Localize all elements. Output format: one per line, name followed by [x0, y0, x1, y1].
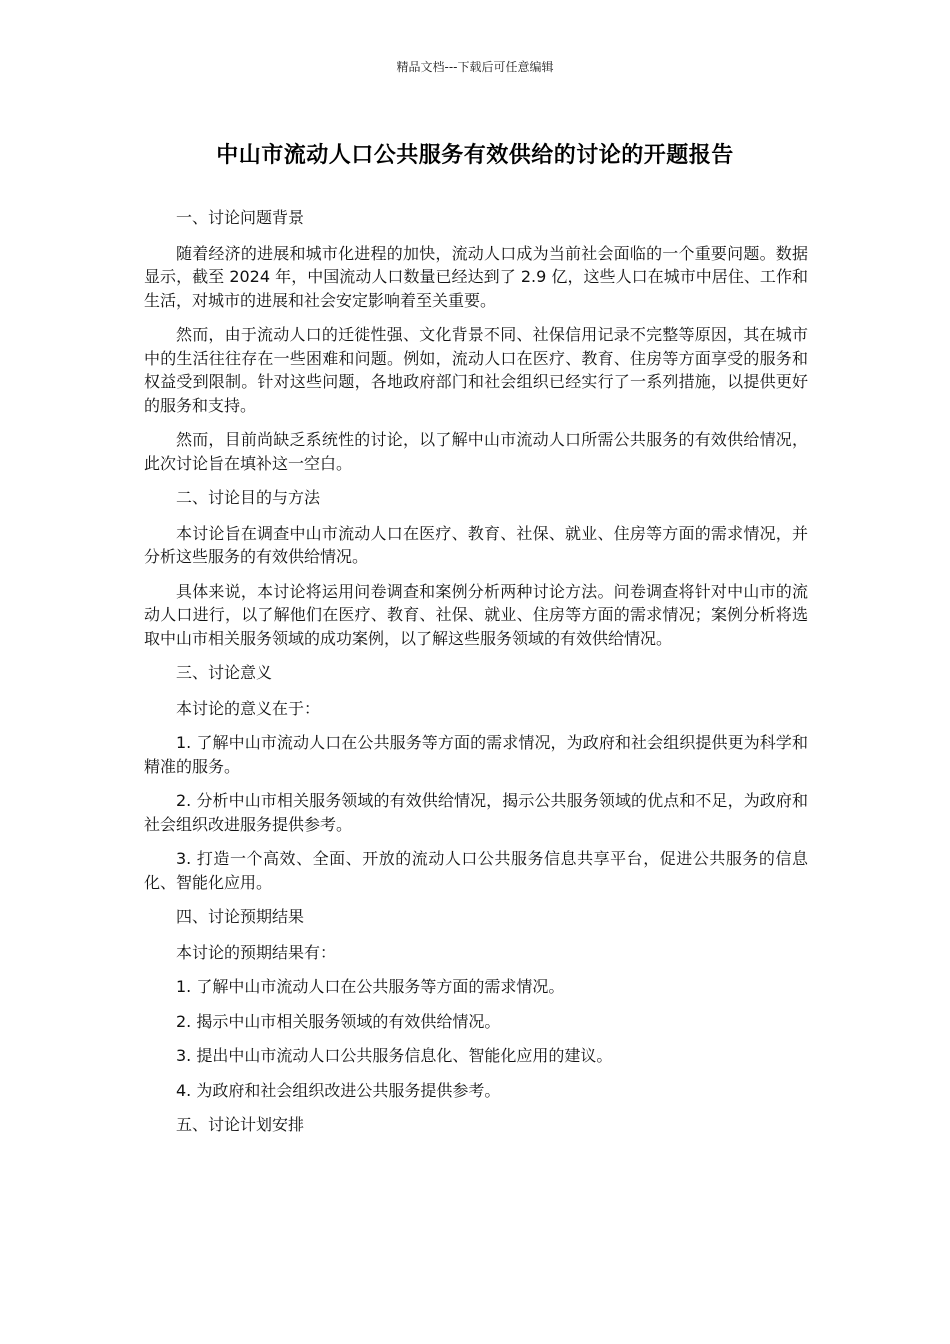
section-heading-significance: 三、讨论意义	[176, 663, 273, 682]
document-body	[144, 206, 808, 1149]
list-item-expected-2: 2. 揭示中山市相关服务领域的有效供给情况。	[176, 1011, 501, 1031]
section-heading-purpose: 二、讨论目的与方法	[176, 488, 321, 507]
paragraph-purpose-2: 具体来说，本讨论将运用问卷调查和案例分析两种讨论方法。问卷调查将针对中山市的流动人口进行，以了解他们在医疗、教育、社保、就业、住房等方面的需求情况；案例分析将选取中山市相关服务领域的成功案例，以了解这些服务领域的有效供给情况。	[144, 581, 808, 648]
list-item-significance-3: 3. 打造一个高效、全面、开放的流动人口公共服务信息共享平台，促进公共服务的信息化、智能化应用。	[144, 849, 808, 892]
paragraph-background-2: 然而，由于流动人口的迁徙性强、文化背景不同、社保信用记录不完整等原因，其在城市中的生活往往存在一些困难和问题。例如，流动人口在医疗、教育、住房等方面享受的服务和权益受到限制。针对这些问题，各地政府部门和社会组织已经实行了一系列措施，以提供更好的服务和支持。	[144, 325, 808, 415]
list-item-expected-1: 1. 了解中山市流动人口在公共服务等方面的需求情况。	[176, 977, 565, 996]
paragraph-expected-intro: 本讨论的预期结果有：	[176, 942, 337, 962]
paragraph-purpose-1: 本讨论旨在调查中山市流动人口在医疗、教育、社保、就业、住房等方面的需求情况，并分析这些服务的有效供给情况。	[144, 523, 808, 566]
list-item-expected-4: 4. 为政府和社会组织改进公共服务提供参考。	[176, 1080, 501, 1100]
list-item-significance-1: 1. 了解中山市流动人口在公共服务等方面的需求情况，为政府和社会组织提供更为科学和精准的服务。	[144, 733, 808, 776]
paragraph-significance-intro: 本讨论的意义在于：	[176, 698, 321, 718]
header-note: 精品文档---下载后可任意编辑	[396, 60, 554, 74]
section-heading-plan: 五、讨论计划安排	[176, 1115, 305, 1134]
paragraph-background-3: 然而，目前尚缺乏系统性的讨论，以了解中山市流动人口所需公共服务的有效供给情况，此次讨论旨在填补这一空白。	[144, 430, 808, 473]
document-title: 中山市流动人口公共服务有效供给的讨论的开题报告	[216, 143, 734, 168]
list-item-significance-2: 2. 分析中山市相关服务领域的有效供给情况，揭示公共服务领域的优点和不足，为政府和社会组织改进服务提供参考。	[144, 791, 808, 834]
section-heading-expected-results: 四、讨论预期结果	[176, 907, 305, 926]
section-heading-background: 一、讨论问题背景	[176, 208, 305, 227]
paragraph-background-1: 随着经济的进展和城市化进程的加快，流动人口成为当前社会面临的一个重要问题。数据显示，截至 2024 年，中国流动人口数量已经达到了 2.9 亿，这些人口在城市中居住、工作和生活，对城市的进展和社会安定影响着至关重要。	[144, 243, 808, 310]
list-item-expected-3: 3. 提出中山市流动人口公共服务信息化、智能化应用的建议。	[176, 1046, 613, 1065]
